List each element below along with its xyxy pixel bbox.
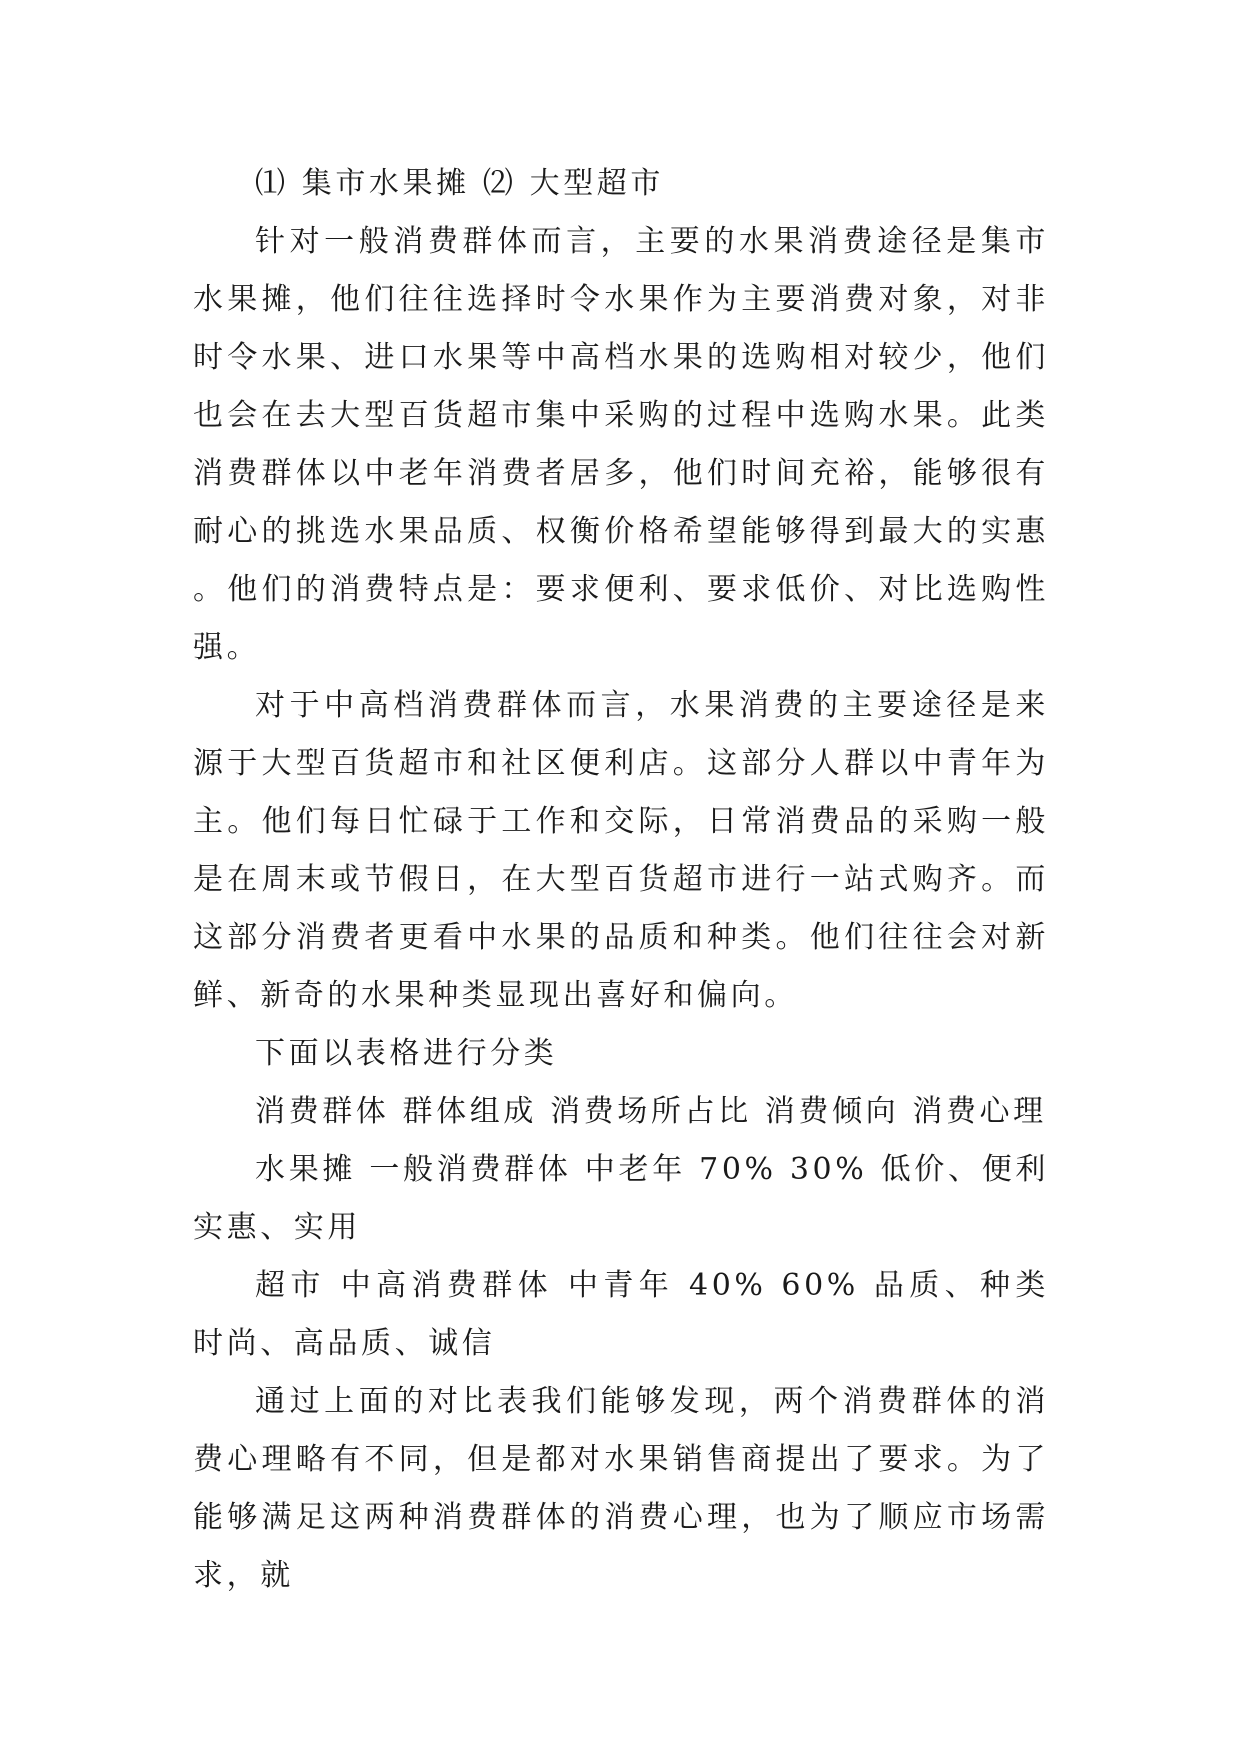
- channel-list-paragraph: ⑴ 集市水果摊 ⑵ 大型超市: [255, 166, 665, 201]
- table-row-supermarket: 超市 中高消费群体 中青年 40% 60% 品质、种类 时尚、高品质、诚信: [193, 1268, 1049, 1361]
- conclusion-paragraph: 通过上面的对比表我们能够发现，两个消费群体的消费心理略有不同，但是都对水果销售商提出了要求。为了能够满足这两种消费群体的消费心理，也为了顺应市场需求，就: [193, 1384, 1049, 1593]
- general-consumer-paragraph: 针对一般消费群体而言，主要的水果消费途径是集市水果摊，他们往往选择时令水果作为主要消费对象，对非时令水果、进口水果等中高档水果的选购相对较少，他们也会在去大型百货超市集中采购的过程中选购水果。此类消费群体以中老年消费者居多，他们时间充裕，能够很有耐心的挑选水果品质、权衡价格希望能够得到最大的实惠。他们的消费特点是：要求便利、要求低价、对比选购性强。: [193, 224, 1049, 665]
- table-row-fruit-stall: 水果摊 一般消费群体 中老年 70% 30% 低价、便利 实惠、实用: [193, 1152, 1049, 1245]
- table-header-paragraph: 消费群体 群体组成 消费场所占比 消费倾向 消费心理: [255, 1094, 1047, 1129]
- high-end-consumer-paragraph: 对于中高档消费群体而言，水果消费的主要途径是来源于大型百货超市和社区便利店。这部分人群以中青年为主。他们每日忙碌于工作和交际，日常消费品的采购一般是在周末或节假日，在大型百货超市进行一站式购齐。而这部分消费者更看中水果的品质和种类。他们往往会对新鲜、新奇的水果种类显现出喜好和偏向。: [193, 688, 1049, 1013]
- document-body: [193, 155, 1049, 1605]
- table-intro-paragraph: 下面以表格进行分类: [255, 1036, 558, 1071]
